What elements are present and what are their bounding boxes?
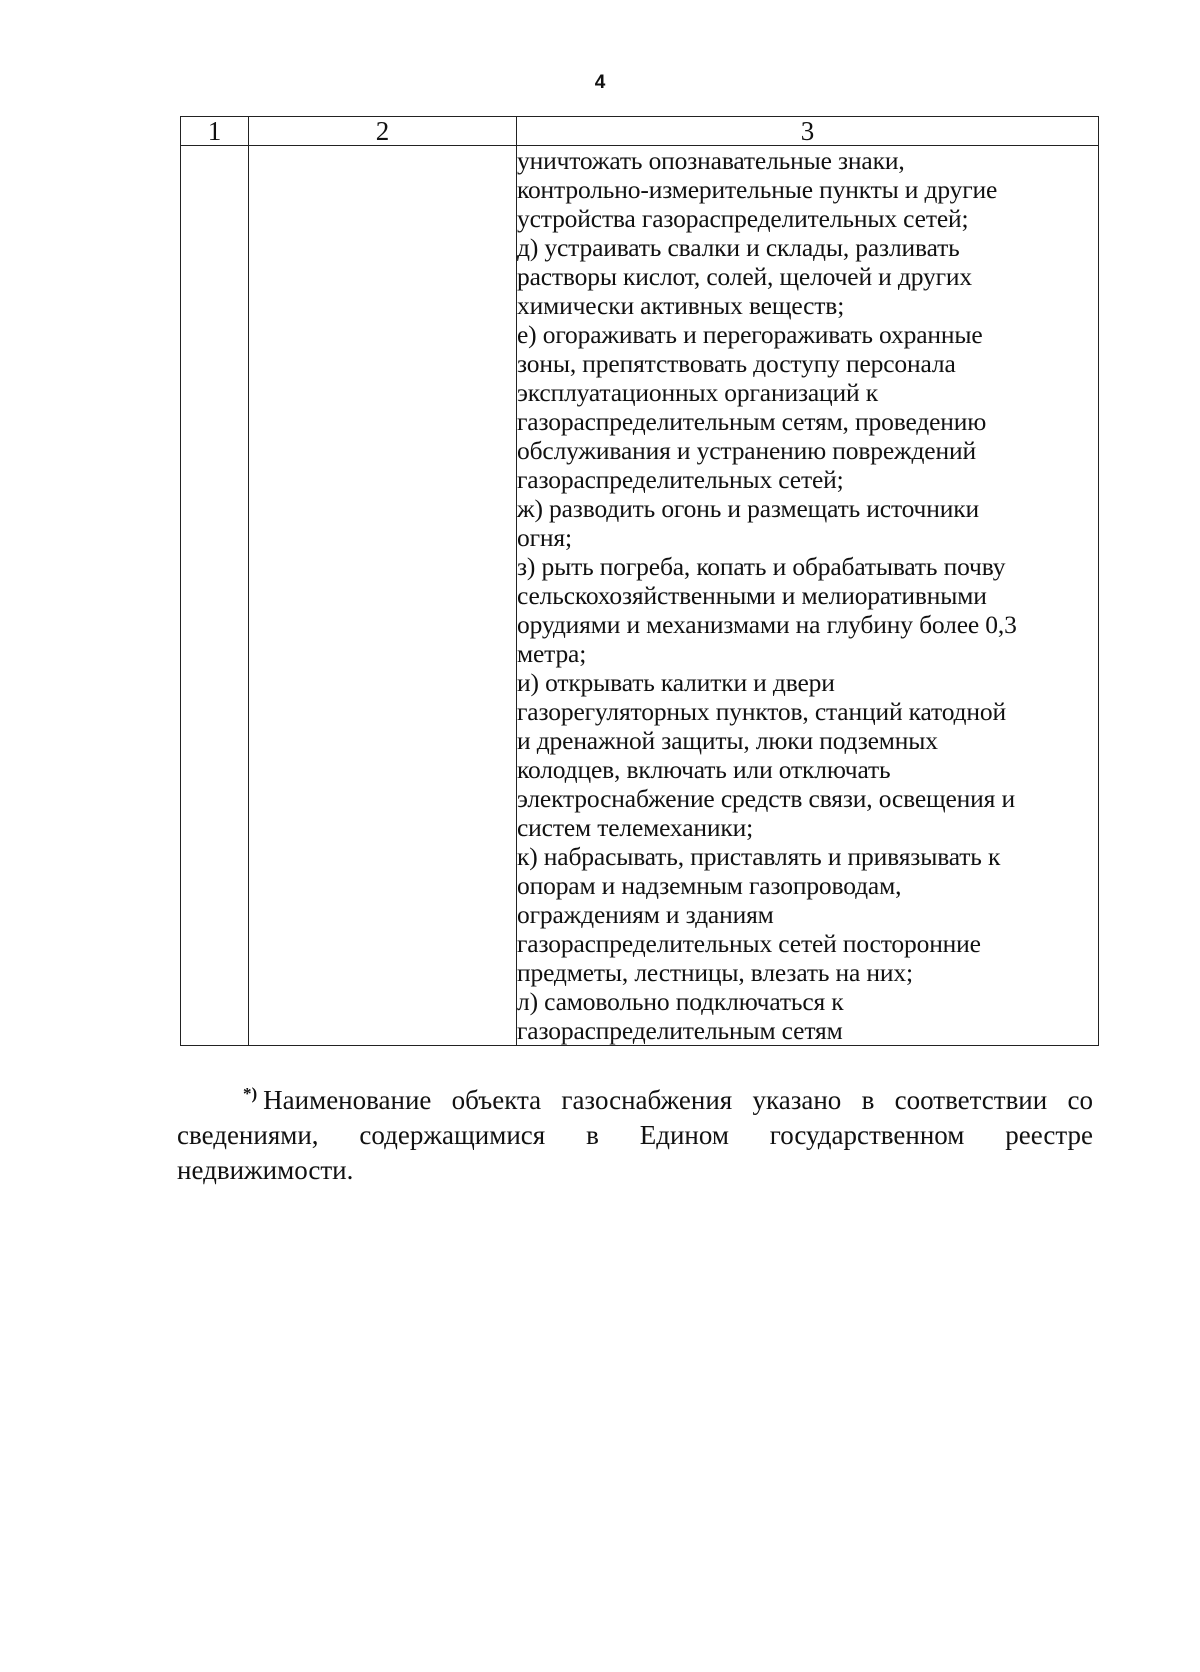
text-line: колодцев, включать или отключать [517,755,891,784]
text-line: л) самовольно подключаться к [517,987,844,1016]
footnote-marker: *) [243,1084,258,1103]
text-line: газорегуляторных пунктов, станций катодной [517,697,1006,726]
text-line: и дренажной защиты, люки подземных [517,726,938,755]
footnote-text: Наименование объекта газоснабжения указано в соответствии со сведениями, содержащимися в Едином государственном реестре недвижимости. [177,1085,1093,1185]
table-row [181,146,1099,1046]
text-line: огня; [517,523,572,552]
text-line: зоны, препятствовать доступу персонала [517,349,956,378]
footnote [177,1083,1093,1188]
text-line: устройства газораспределительных сетей; [517,204,969,233]
text-line: ж) разводить огонь и размещать источники [517,494,979,523]
header-col-1: 1 [181,117,249,146]
text-line: химически активных веществ; [517,291,845,320]
cell-col-3-restrictions [517,146,1099,1046]
text-line: электроснабжение средств связи, освещения и [517,784,1015,813]
text-line: к) набрасывать, приставлять и привязывать к [517,842,1001,871]
text-line: орудиями и механизмами на глубину более 0,3 [517,610,1017,639]
text-line: з) рыть погреба, копать и обрабатывать почву [517,552,1006,581]
text-line: контрольно-измерительные пункты и другие [517,175,998,204]
text-line: газораспределительным сетям, проведению [517,407,987,436]
text-line: уничтожать опознавательные знаки, [517,146,905,175]
text-line: ограждениям и зданиям [517,900,774,929]
text-line: газораспределительных сетей; [517,465,844,494]
text-line: предметы, лестницы, влезать на них; [517,958,913,987]
requirements-table [180,116,1099,1046]
text-line: метра; [517,639,587,668]
text-line: систем телемеханики; [517,813,754,842]
cell-col-1 [181,146,249,1046]
text-line: и) открывать калитки и двери [517,668,835,697]
text-line: опорам и надземным газопроводам, [517,871,902,900]
text-line: обслуживания и устранению повреждений [517,436,976,465]
cell-col-2 [249,146,517,1046]
header-col-2: 2 [249,117,517,146]
text-line: газораспределительных сетей посторонние [517,929,981,958]
page-number: 4 [594,72,606,93]
text-line: д) устраивать свалки и склады, разливать [517,233,960,262]
text-line: газораспределительным сетям [517,1016,843,1045]
text-line: е) огораживать и перегораживать охранные [517,320,983,349]
header-col-3: 3 [517,117,1099,146]
table-header-row [181,117,1099,146]
text-line: сельскохозяйственными и мелиоративными [517,581,987,610]
text-line: растворы кислот, солей, щелочей и других [517,262,972,291]
text-line: эксплуатационных организаций к [517,378,878,407]
